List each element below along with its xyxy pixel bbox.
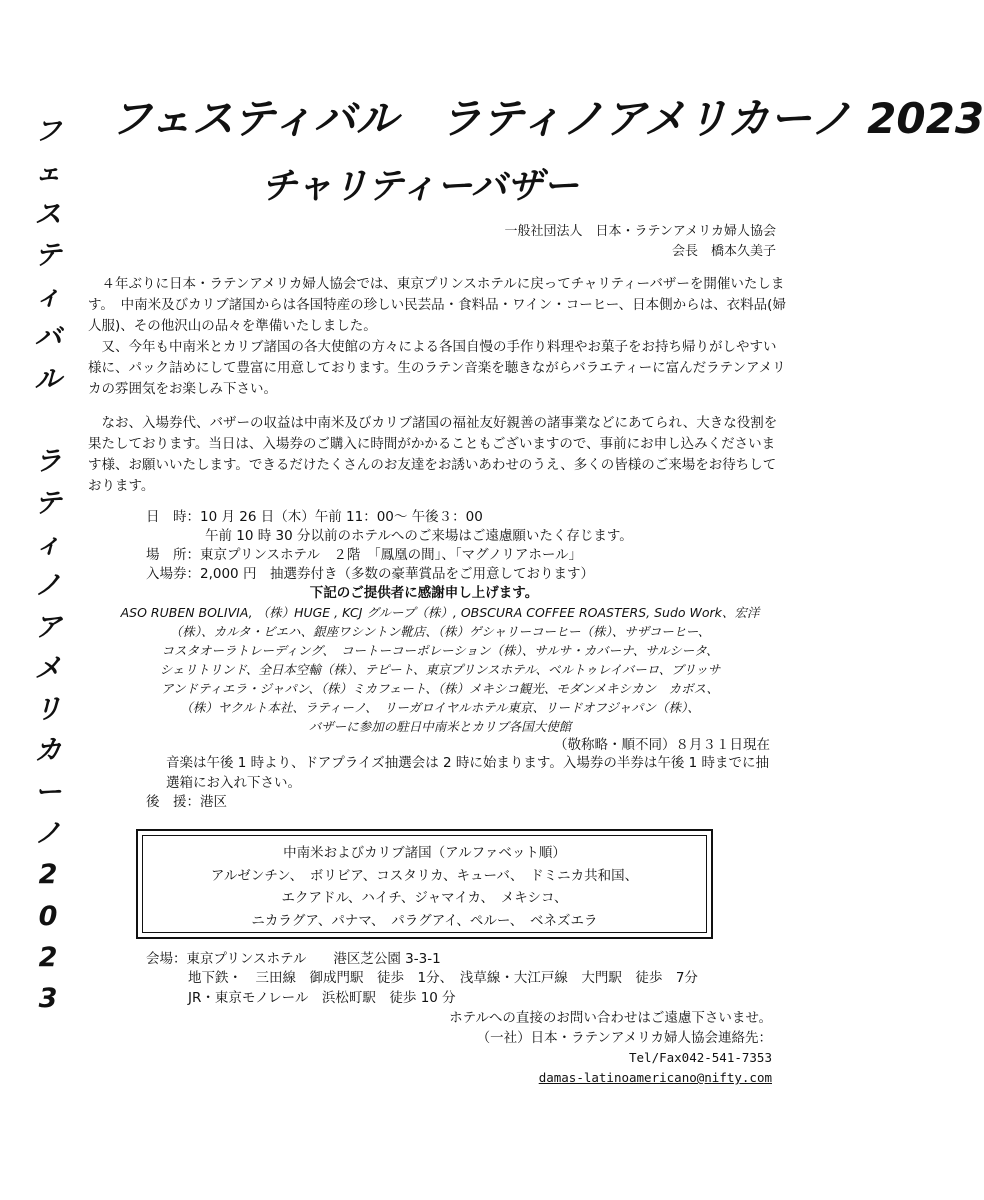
contact-note: ホテルへの直接のお問い合わせはご遠慮下さいませ。 xyxy=(449,1010,772,1026)
sponsors-heading: 下記のご提供者に感謝申し上げます。 xyxy=(309,585,539,601)
access-venue-label: 会場 xyxy=(146,951,173,967)
intro-paragraph-1: ４年ぶりに日本・ラテンアメリカ婦人協会では、東京プリンスホテルに戻ってチャリティーバザーを開催いたします。 中南米及びカリブ諸国からは各国特産の珍しい民芸品・食料品・ワイン・コーヒー、日本側からは、衣料品(婦人服)、その他沢山の品々を準備いたしました。 xyxy=(88,276,786,334)
intro-paragraph-3: なお、入場券代、バザーの収益は中南米及びカリブ諸国の福祉友好親善の諸事業などにあてられ、大きな役割を果たしております。当日は、入場券のご購入に時間がかかることもございますので、事前にお申し込みくださいます様、お願いいたします。できるだけたくさんのお友達をお誘いあわせのうえ、多くの皆様のご来場をお待ちしております。 xyxy=(88,415,778,494)
event-subtitle: チャリティーバザー xyxy=(261,166,579,207)
date-row xyxy=(146,508,483,528)
countries-box xyxy=(136,829,713,939)
access-venue-value: ：東京プリンスホテル 港区芝公園 3-3-1 xyxy=(173,951,441,967)
access-venue-row xyxy=(146,950,441,970)
vertical-title-char: 0 xyxy=(38,900,58,932)
access-jr: JR・東京モノレール 浜松町駅 徒歩 10 分 xyxy=(188,990,456,1006)
venue-value: ：東京プリンスホテル ２階 「鳳凰の間」、「マグノリアホール」 xyxy=(186,547,583,563)
vertical-title xyxy=(28,118,68,1027)
countries-heading: 中南米およびカリブ諸国（アルファベット順） xyxy=(283,845,566,861)
vertical-title-char: ル xyxy=(34,363,62,395)
sponsors-note: （敬称略・順不同）８月３１日現在 xyxy=(554,737,770,753)
organization-name: 一般社団法人 日本・ラテンアメリカ婦人協会 xyxy=(504,224,776,239)
countries-line: エクアドル、ハイチ、ジャマイカ、 メキシコ、 xyxy=(281,890,568,906)
vertical-title-char: ー xyxy=(34,776,62,808)
contact-org: （一社）日本・ラテンアメリカ婦人協会連絡先： xyxy=(476,1030,772,1046)
countries-line: ニカラグア、パナマ、 パラグアイ、ペルー、 ベネズエラ xyxy=(251,912,598,929)
countries-line: アルゼンチン、 ボリビア、コスタリカ、キューバ、 ドミニカ共和国、 xyxy=(210,867,639,884)
intro-paragraph-2: 又、今年も中南米とカリブ諸国の各大使館の方々による各国自慢の手作り料理やお菓子をお持ち帰りがしやすい様に、パック詰めにして豊富に用意しております。生のラテン音楽を聴きながらバラエティーに富んだラテンアメリカの雰囲気をお楽しみ下さい。 xyxy=(88,339,786,397)
event-title: フェスティバル ラティノアメリカーノ 2023 xyxy=(110,94,984,143)
contact-tel: Tel/Fax042-541-7353 xyxy=(629,1050,772,1065)
vertical-title-char: フ xyxy=(34,116,62,147)
support-label: 後 援 xyxy=(146,794,187,810)
vertical-title-char: リ xyxy=(34,694,62,726)
sponsors-line: アンドティエラ・ジャパン、（株）ミカフェート、（株）メキシコ観光、モダンメキシカン カボス、 xyxy=(161,681,719,696)
vertical-title-char: バ xyxy=(34,322,62,354)
president-name: 会長 橋本久美子 xyxy=(671,244,776,259)
ticket-row xyxy=(146,565,594,585)
vertical-title-char: 3 xyxy=(38,983,58,1015)
vertical-title-char: ア xyxy=(34,611,62,643)
organizer-block xyxy=(505,222,776,262)
sponsors-line: シェリトリンド、全日本空輸（株）、テピート、東京プリンスホテル、ベルトゥレイバーロ、ブリッサ xyxy=(159,662,721,677)
ticket-label: 入場券 xyxy=(146,566,187,582)
support-row xyxy=(146,793,227,813)
sponsors-line: コスタオーラトレーディング、 コートーコーポレーション（株）、サルサ・カバーナ、サルシータ、 xyxy=(161,643,719,658)
sponsors-line: バザーに参加の駐日中南米とカリブ各国大使館 xyxy=(308,719,572,734)
support-value: ：港区 xyxy=(186,794,227,810)
date-value: ：10 月 26 日（木）午前 11：00～ 午後３：00 xyxy=(186,509,483,525)
vertical-title-char: ノ xyxy=(34,818,62,850)
vertical-title-char: テ xyxy=(34,487,62,519)
vertical-title-char: テ xyxy=(34,239,62,271)
date-label: 日 時 xyxy=(146,509,187,525)
date-note: 午前 10 時 30 分以前のホテルへのご来場はご遠慮願いたく存じます。 xyxy=(205,528,633,544)
lottery-text: 音楽は午後 1 時より、ドアプライズ抽選会は 2 時に始まります。入場券の半券は午後 1 時までに抽選箱にお入れ下さい。 xyxy=(166,755,769,791)
vertical-title-char: ェ xyxy=(34,157,62,189)
sponsors-line: （株）、カルタ・ビエハ、銀座ワシントン靴店、（株）ゲシャリーコーヒー（株）、サザコーヒー、 xyxy=(169,624,711,639)
access-subway: 地下鉄・ 三田線 御成門駅 徒歩 1分、 浅草線・大江戸線 大門駅 徒歩 7分 xyxy=(188,970,698,986)
vertical-title-char: ス xyxy=(34,198,62,230)
sponsors-line: ASO RUBEN BOLIVIA, （株）HUGE , KCJ グループ（株）, OBSCURA COFFEE ROASTERS, Sudo Work、宏洋 xyxy=(120,605,760,620)
vertical-title-char: ラ xyxy=(34,446,62,478)
countries-box-inner xyxy=(142,835,707,933)
vertical-title-char: ィ xyxy=(34,528,62,560)
contact-email-link[interactable]: damas-latinoamericano@nifty.com xyxy=(538,1070,772,1085)
vertical-title-char xyxy=(28,407,68,448)
sponsors-line: （株）ヤクルト本社、ラティーノ、 リーガロイヤルホテル東京、リードオフジャパン（株）、 xyxy=(180,700,700,715)
vertical-title-char: ィ xyxy=(34,281,62,313)
vertical-title-char: 2 xyxy=(38,859,58,891)
contact-block xyxy=(449,1008,772,1088)
venue-label: 場 所 xyxy=(146,547,187,563)
ticket-value: ：2,000 円 抽選券付き（多数の豪華賞品をご用意しております） xyxy=(186,566,594,582)
venue-row xyxy=(146,546,582,566)
vertical-title-char: メ xyxy=(34,652,62,684)
vertical-title-char: ノ xyxy=(34,570,62,602)
vertical-title-char: カ xyxy=(34,735,62,767)
vertical-title-char: 2 xyxy=(38,941,58,973)
sponsors-list xyxy=(100,603,780,736)
